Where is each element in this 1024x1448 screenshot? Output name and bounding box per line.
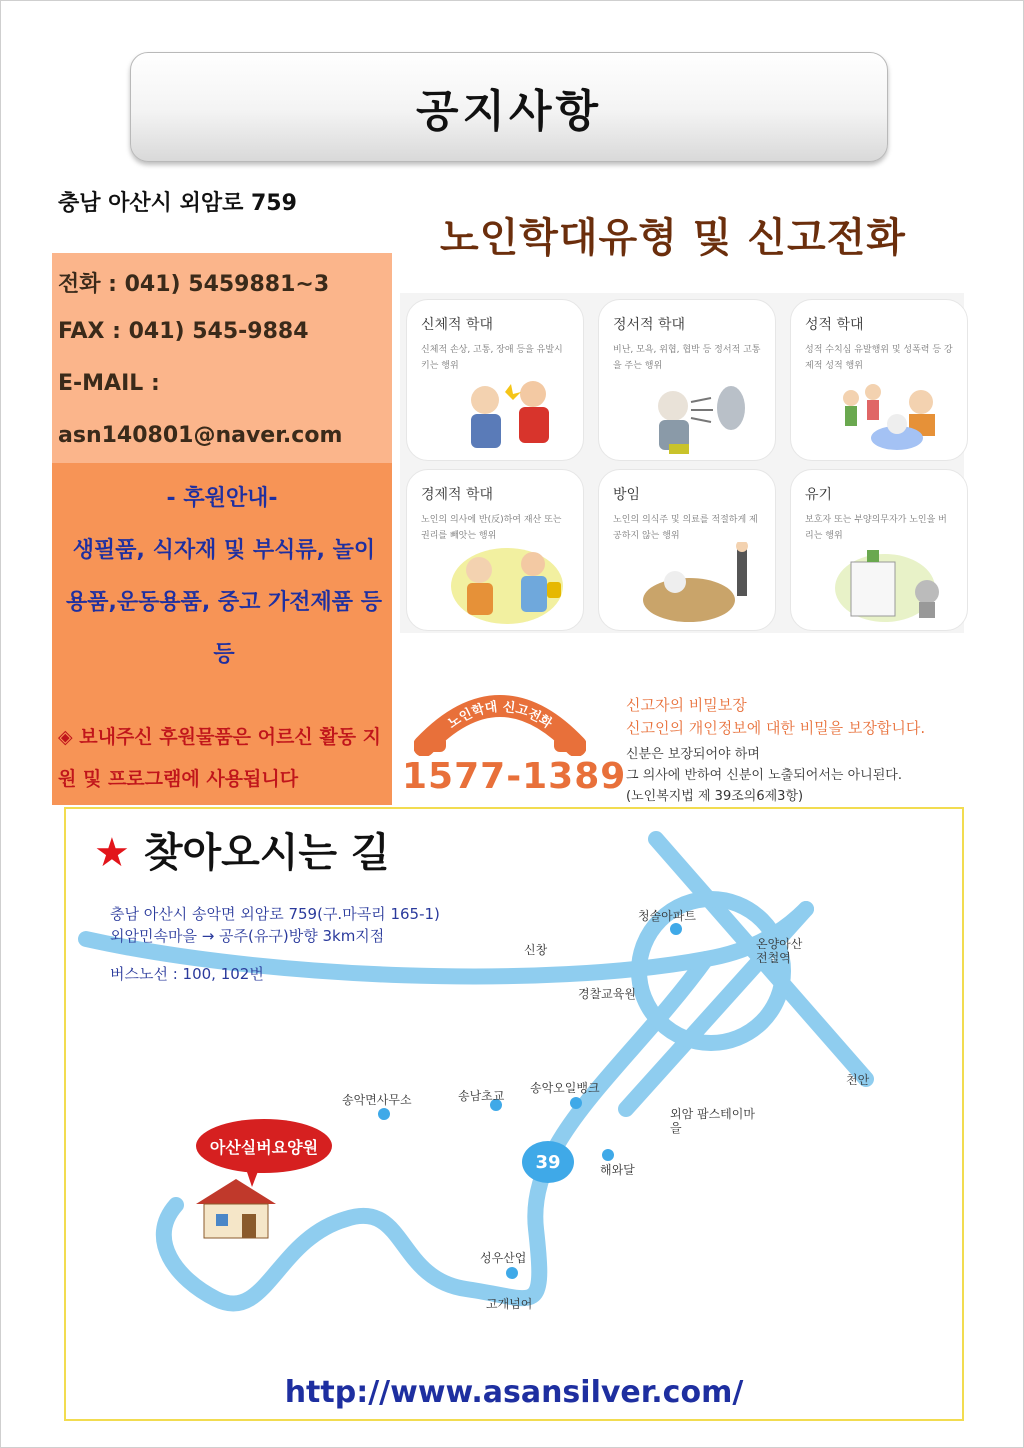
title-banner bbox=[130, 52, 888, 162]
facility-house-icon bbox=[196, 1179, 276, 1238]
place-songak-oilbank: 송악오일뱅크 bbox=[530, 1081, 600, 1095]
place-cheongsol: 청솔아파트 bbox=[638, 909, 696, 923]
directions-map bbox=[64, 807, 964, 1421]
card-desc: 노인의 의식주 및 의료를 적절하게 제공하지 않는 행위 bbox=[613, 515, 758, 541]
directions-heading-text: 찾아오시는 길 bbox=[143, 830, 390, 876]
financial-abuse-illustration bbox=[447, 542, 567, 626]
abuse-card-physical bbox=[406, 299, 584, 461]
privacy-line-2: 그 의사에 반하여 신분이 노출되어서는 아니된다. bbox=[626, 768, 902, 783]
directions-heading bbox=[94, 821, 390, 878]
abuse-card-neglect bbox=[598, 469, 776, 631]
facility-name: 아산실버요양원 bbox=[209, 1137, 319, 1157]
emotional-abuse-illustration bbox=[639, 372, 759, 456]
card-title: 정서적 학대 bbox=[613, 317, 686, 333]
place-cheonan: 천안 bbox=[846, 1073, 870, 1087]
hotline-number: 1577-1389 bbox=[402, 756, 627, 797]
privacy-subtitle: 신고인의 개인정보에 대한 비밀을 보장합니다. bbox=[626, 719, 926, 737]
bus-routes: 버스노선 : 100, 102번 bbox=[110, 965, 264, 983]
privacy-title: 신고자의 비밀보장 bbox=[626, 696, 747, 714]
support-title: - 후원안내- bbox=[166, 486, 278, 511]
fax-text: FAX : 041) 545-9884 bbox=[58, 319, 309, 344]
card-desc: 비난, 모욕, 위협, 협박 등 정서적 고통을 주는 행위 bbox=[613, 345, 761, 371]
phone-text: 전화 : 041) 5459881~3 bbox=[58, 272, 330, 297]
email-label: E-MAIL : bbox=[58, 371, 160, 396]
support-items: 생필품, 식자재 및 부식류, 놀이용품,운동용품, 중고 가전제품 등등 bbox=[66, 538, 382, 667]
support-box bbox=[52, 463, 392, 805]
privacy-line-3: (노인복지법 제 39조의6제3항) bbox=[626, 789, 804, 804]
card-desc: 성적 수치심 유발행위 및 성폭력 등 강제적 성적 행위 bbox=[805, 345, 953, 371]
star-icon: ★ bbox=[94, 830, 130, 876]
route-39-marker: 39 bbox=[522, 1141, 574, 1183]
place-haewadal: 해와달 bbox=[600, 1163, 635, 1177]
hotline-phone-icon bbox=[414, 686, 586, 756]
place-songak-office: 송악면사무소 bbox=[342, 1093, 412, 1107]
abandonment-illustration bbox=[831, 542, 951, 626]
address-line-2: 외암민속마을 → 공주(유구)방향 3km지점 bbox=[110, 927, 385, 945]
abuse-card-financial bbox=[406, 469, 584, 631]
directions-address bbox=[110, 903, 440, 947]
hotline-label: 노인학대 신고전화 bbox=[445, 699, 555, 732]
place-waeam-farmstay: 외암 팜스테이마을 bbox=[670, 1107, 755, 1135]
card-title: 신체적 학대 bbox=[421, 317, 494, 333]
place-gogae: 고개넘어 bbox=[486, 1297, 533, 1311]
support-note: ◈ 보내주신 후원물품은 어르신 활동 지원 및 프로그램에 사용됩니다 bbox=[58, 726, 381, 790]
card-title: 유기 bbox=[805, 487, 833, 503]
card-desc: 신체적 손상, 고통, 장애 등을 유발시키는 행위 bbox=[421, 345, 563, 371]
address-line-1: 충남 아산시 송악면 외암로 759(구.마곡리 165-1) bbox=[110, 905, 440, 923]
email-address: asn140801@naver.com bbox=[58, 423, 343, 448]
abuse-types-panel bbox=[400, 293, 964, 633]
road-map bbox=[66, 809, 962, 1419]
abuse-card-emotional bbox=[598, 299, 776, 461]
place-police-academy: 경찰교육원 bbox=[578, 987, 636, 1001]
facility-bubble bbox=[196, 1119, 332, 1173]
abuse-card-abandonment bbox=[790, 469, 968, 631]
privacy-line-1: 신분은 보장되어야 하며 bbox=[626, 747, 760, 762]
card-title: 성적 학대 bbox=[805, 317, 864, 333]
sexual-abuse-illustration bbox=[831, 372, 951, 456]
card-title: 경제적 학대 bbox=[421, 487, 494, 503]
abuse-heading: 노인학대유형 및 신고전화 bbox=[440, 215, 906, 261]
place-songnam-school: 송남초교 bbox=[458, 1089, 505, 1103]
website-link[interactable]: http://www.asansilver.com/ bbox=[284, 1375, 744, 1410]
physical-abuse-illustration bbox=[447, 372, 567, 456]
place-onyang-station: 온양아산 전철역 bbox=[756, 937, 803, 965]
privacy-notice bbox=[626, 694, 966, 807]
card-desc: 보호자 또는 부양의무자가 노인을 버리는 행위 bbox=[805, 515, 947, 541]
card-desc: 노인의 의사에 반(反)하여 재산 또는 권리를 빼앗는 행위 bbox=[421, 515, 562, 541]
neglect-illustration bbox=[639, 542, 759, 626]
page-title: 공지사항 bbox=[415, 86, 602, 137]
abuse-card-sexual bbox=[790, 299, 968, 461]
place-sinchang: 신창 bbox=[524, 943, 548, 957]
place-seongwoo: 성우산업 bbox=[480, 1251, 527, 1265]
card-title: 방임 bbox=[613, 487, 641, 503]
contact-box bbox=[52, 253, 392, 463]
address: 충남 아산시 외암로 759 bbox=[58, 191, 297, 216]
